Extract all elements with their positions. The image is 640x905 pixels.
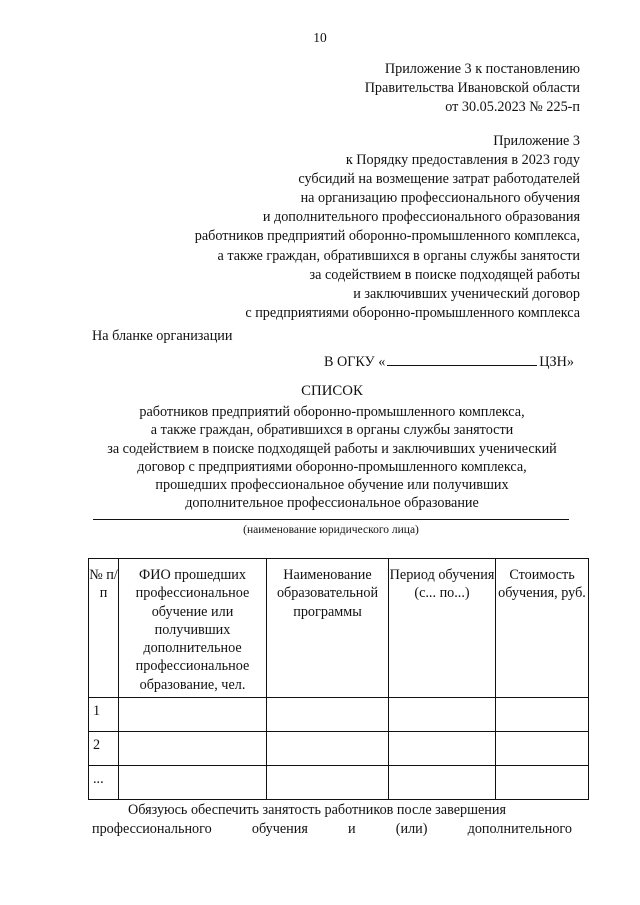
subtitle-line: за содействием в поиске подходящей работы и заключивших ученический	[107, 440, 557, 457]
addressee-line	[324, 354, 574, 371]
table-cell	[267, 766, 389, 800]
header-full-name: ФИО прошедших профессиональное обучение или получивших дополнительное профессиональное образование, чел.	[119, 559, 267, 698]
obligation-word: дополнительного	[467, 821, 572, 837]
addressee-blank-field	[387, 354, 537, 366]
appendix-line: и дополнительного профессионального образования	[262, 209, 580, 226]
obligation-line	[92, 820, 572, 839]
table-cell-number: 2	[89, 732, 119, 766]
table-cell-number: 1	[89, 698, 119, 732]
appendix-line: а также граждан, обратившихся в органы службы занятости	[217, 247, 580, 264]
legal-entity-blank-line	[93, 519, 569, 520]
addressee-prefix: В ОГКУ «	[323, 354, 386, 370]
appendix-line: на организацию профессионального обучения	[300, 190, 580, 207]
subtitle-line: а также граждан, обратившихся в органы службы занятости	[150, 422, 514, 439]
letterhead-note: На бланке организации	[92, 328, 233, 344]
table-cell	[267, 698, 389, 732]
table-cell	[389, 698, 496, 732]
table-cell	[496, 732, 589, 766]
subtitle-line: дополнительное профессиональное образование	[185, 495, 479, 512]
appendix-line: за содействием в поиске подходящей работы	[309, 266, 580, 283]
subtitle-line: работников предприятий оборонно-промышленного комплекса,	[139, 404, 525, 420]
table-row	[89, 732, 589, 766]
table-cell	[496, 766, 589, 800]
table-row	[89, 698, 589, 732]
approval-line: Правительства Ивановской области	[364, 80, 580, 96]
obligation-word: профессионального	[92, 821, 212, 837]
document-title: СПИСОК	[301, 383, 363, 399]
table-cell-number: ...	[89, 766, 119, 800]
page-number: 10	[313, 30, 327, 45]
table-cell	[119, 766, 267, 800]
table-row	[89, 766, 589, 800]
appendix-line: к Порядку предоставления в 2023 году	[345, 152, 580, 169]
table-cell	[119, 698, 267, 732]
approval-line: от 30.05.2023 № 225-п	[445, 99, 580, 115]
document-subtitle	[0, 403, 640, 513]
approval-line: Приложение 3 к постановлению	[384, 61, 580, 77]
table-header-row	[89, 559, 589, 698]
obligation-line: Обязуюсь обеспечить занятость работников после завершения	[128, 802, 507, 818]
approval-block	[365, 60, 580, 117]
header-program-name: Наименование образовательной программы	[267, 559, 389, 698]
table-cell	[119, 732, 267, 766]
subtitle-line: договор с предприятиями оборонно-промышленного комплекса,	[137, 458, 527, 475]
appendix-line: с предприятиями оборонно-промышленного комплекса	[245, 304, 580, 321]
header-number: № п/п	[89, 559, 119, 698]
header-training-period: Период обучения (с... по...)	[389, 559, 496, 698]
table-cell	[496, 698, 589, 732]
obligation-word: обучения	[251, 821, 308, 837]
table-cell	[389, 766, 496, 800]
legal-entity-caption: (наименование юридического лица)	[243, 524, 419, 536]
employee-list-table	[88, 558, 589, 800]
obligation-paragraph	[92, 801, 572, 839]
appendix-line: работников предприятий оборонно-промышленного комплекса,	[194, 228, 580, 245]
table-cell	[389, 732, 496, 766]
header-training-cost: Стоимость обучения, руб.	[496, 559, 589, 698]
table-cell	[267, 732, 389, 766]
appendix-line: и заключивших ученический договор	[353, 285, 580, 302]
obligation-word: (или)	[395, 821, 428, 837]
addressee-suffix: ЦЗН»	[539, 354, 574, 370]
appendix-line: Приложение 3	[493, 133, 580, 149]
subtitle-line: прошедших профессиональное обучение или получивших	[155, 477, 509, 494]
obligation-word: и	[348, 821, 356, 837]
appendix-block	[195, 132, 580, 323]
appendix-line: субсидий на возмещение затрат работодателей	[298, 171, 580, 188]
